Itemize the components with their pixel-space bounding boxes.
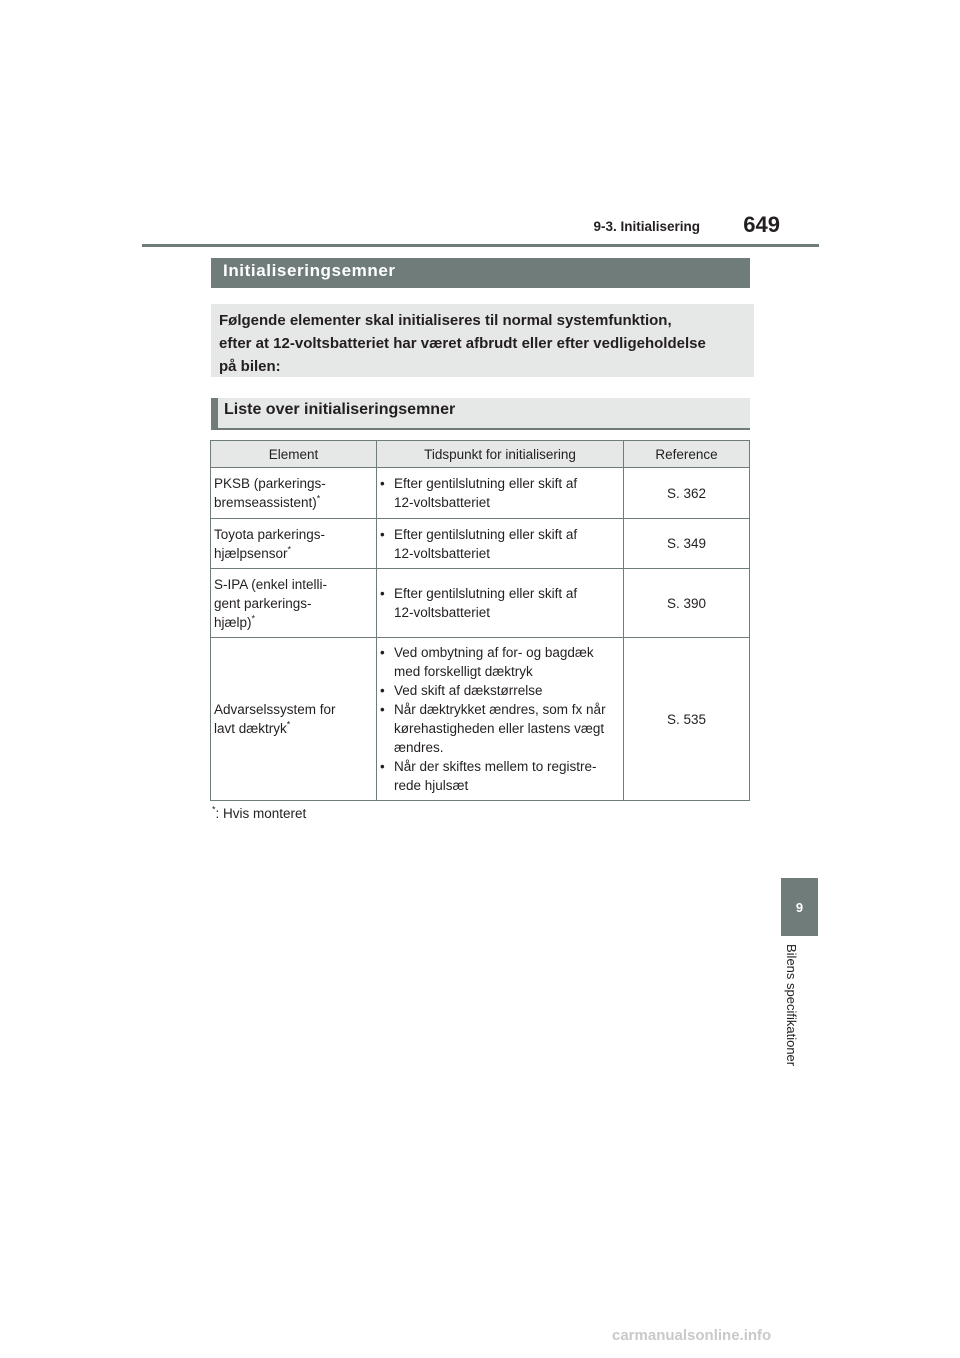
- element-line: gent parkerings-: [214, 595, 312, 611]
- column-header-reference: Reference: [624, 441, 750, 468]
- timing-line: • Ved ombytning af for- og bagdæk: [394, 645, 594, 660]
- timing-cell: [377, 569, 624, 638]
- timing-list: [380, 584, 620, 622]
- timing-line: rede hjulsæt: [394, 778, 469, 793]
- element-line: [214, 613, 373, 632]
- list-item: [380, 700, 620, 757]
- footnote: [212, 806, 306, 821]
- element-text: hjælpsensor: [214, 545, 288, 561]
- list-item: [380, 584, 620, 622]
- page-number: 649: [743, 212, 780, 237]
- timing-line: • Efter gentilslutning eller skift af: [394, 476, 578, 491]
- element-line: [214, 493, 373, 512]
- element-line: [214, 719, 373, 738]
- element-text: lavt dæktryk: [214, 721, 287, 736]
- timing-list: [380, 643, 620, 795]
- intro-line: Følgende elementer skal initialiseres til normal systemfunktion,: [219, 312, 672, 329]
- footnote-text: : Hvis monteret: [215, 806, 307, 821]
- element-text: bremseassistent): [214, 495, 317, 510]
- list-item: [380, 681, 620, 700]
- table-row: [211, 468, 750, 519]
- table-row: [211, 638, 750, 801]
- element-line: [214, 544, 373, 563]
- timing-line: • Når der skiftes mellem to registre-: [394, 759, 597, 774]
- element-cell: [211, 569, 377, 638]
- timing-list: [380, 525, 620, 563]
- list-item: [380, 643, 620, 681]
- element-line: PKSB (parkerings-: [214, 476, 326, 491]
- timing-line: • Når dæktrykket ændres, som fx når: [394, 702, 606, 717]
- element-cell: [211, 468, 377, 519]
- initialization-table: [210, 440, 750, 801]
- list-item: [380, 757, 620, 795]
- column-header-element: Element: [211, 441, 377, 468]
- intro-line: efter at 12-voltsbatteriet har været afbrudt eller efter vedligeholdelse: [219, 335, 706, 352]
- element-cell: [211, 638, 377, 801]
- element-line: Toyota parkerings-: [214, 526, 326, 542]
- section-reference: 9-3. Initialisering: [593, 219, 700, 234]
- reference-cell: S. 390: [624, 569, 750, 638]
- timing-list: [380, 474, 620, 512]
- sub-heading-rule: [211, 428, 750, 430]
- footnote-mark: *: [286, 719, 291, 730]
- footnote-mark: *: [316, 493, 321, 504]
- element-line: Advarselssystem for: [214, 702, 336, 717]
- timing-line: • Efter gentilslutning eller skift af: [394, 526, 578, 542]
- watermark: carmanualsonline.info: [612, 1327, 772, 1344]
- table-row: [211, 519, 750, 569]
- reference-cell: S. 535: [624, 638, 750, 801]
- header-rule: [142, 244, 819, 247]
- footnote-mark: *: [212, 804, 216, 815]
- reference-cell: S. 349: [624, 519, 750, 569]
- timing-line: 12-voltsbatteriet: [394, 495, 491, 510]
- column-header-timing: Tidspunkt for initialisering: [377, 441, 624, 468]
- chapter-tab: 9: [781, 878, 818, 936]
- intro-box: [211, 304, 754, 377]
- timing-line: • Ved skift af dækstørrelse: [394, 683, 543, 698]
- main-heading: Initialiseringsemner: [211, 258, 750, 288]
- list-item: [380, 525, 620, 563]
- chapter-title: Bilens specifikationer: [784, 944, 799, 1067]
- table-header-row: [211, 441, 750, 468]
- intro-line: på bilen:: [219, 358, 281, 375]
- table-row: [211, 569, 750, 638]
- element-line: S-IPA (enkel intelli-: [214, 576, 328, 592]
- footnote-mark: *: [251, 613, 256, 623]
- element-cell: [211, 519, 377, 569]
- timing-line: med forskelligt dæktryk: [394, 664, 533, 679]
- timing-cell: [377, 519, 624, 569]
- footnote-mark: *: [287, 544, 292, 554]
- timing-line: kørehastigheden eller lastens vægt: [394, 721, 605, 736]
- timing-line: ændres.: [394, 740, 444, 755]
- list-item: [380, 474, 620, 512]
- timing-line: 12-voltsbatteriet: [394, 545, 491, 561]
- timing-line: 12-voltsbatteriet: [394, 605, 491, 620]
- element-text: hjælp): [214, 614, 252, 630]
- timing-cell: [377, 638, 624, 801]
- timing-line: • Efter gentilslutning eller skift af: [394, 586, 578, 601]
- reference-cell: S. 362: [624, 468, 750, 519]
- sub-heading: Liste over initialiseringsemner: [211, 398, 750, 428]
- timing-cell: [377, 468, 624, 519]
